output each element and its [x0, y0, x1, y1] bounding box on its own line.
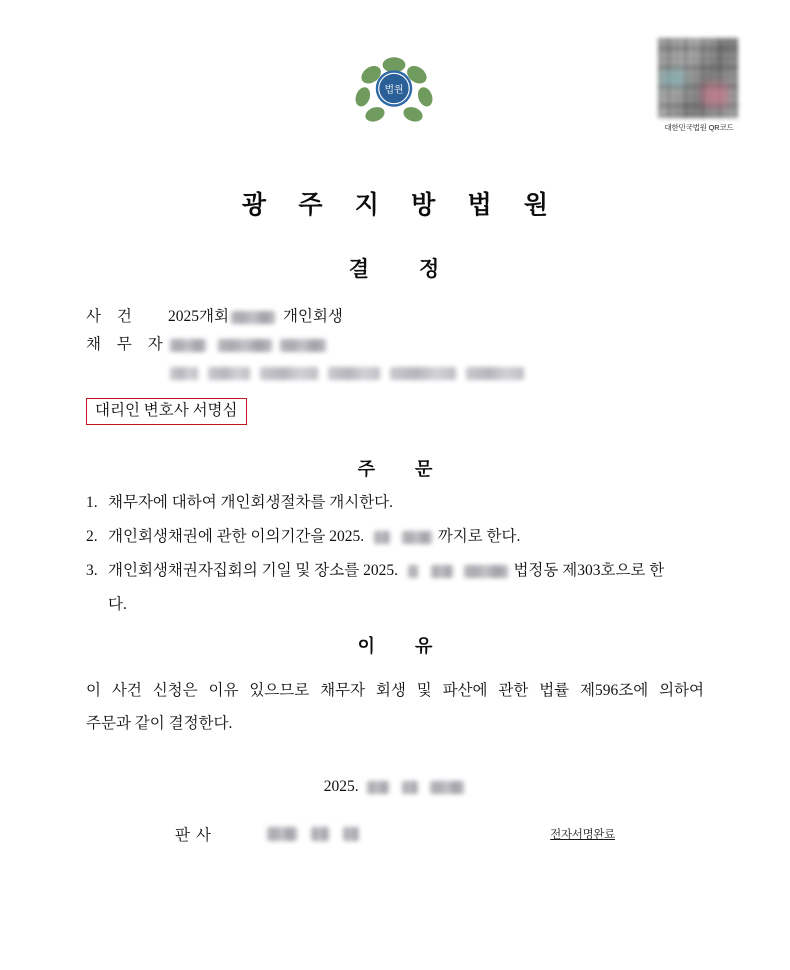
debtor-label: 채 무 자	[86, 336, 169, 353]
order-heading-right: 문	[415, 459, 433, 479]
electronic-signature-stamp: 전자서명완료	[550, 829, 615, 841]
debtor-address-value	[168, 367, 526, 380]
reason-w5: 있으므로	[249, 682, 310, 699]
redacted-address-2	[208, 367, 250, 380]
order-item-2-number: 2.	[86, 528, 98, 545]
doc-title-left: 결	[348, 257, 371, 281]
redacted-debtor-info-2	[280, 339, 326, 352]
order-item-3-number: 3.	[86, 562, 98, 579]
redacted-month-2	[374, 531, 390, 544]
judge-name-value	[265, 827, 361, 841]
qr-code-image	[658, 38, 738, 118]
redacted-address-5	[390, 367, 456, 380]
redacted-date-day-1	[402, 781, 418, 794]
reason-line-1	[86, 674, 704, 707]
decision-date-year: 2025.	[323, 778, 359, 795]
redacted-time-3	[464, 565, 508, 578]
qr-code-caption: 대한민국법원 QR코드	[664, 123, 734, 132]
reason-w6: 채무자	[320, 682, 366, 699]
order-item-2-after: 까지로 한다.	[437, 528, 521, 545]
redacted-address-1	[170, 367, 198, 380]
case-type: 개인회생	[282, 308, 343, 325]
redacted-address-3	[260, 367, 318, 380]
reason-w3: 신청은	[152, 682, 198, 699]
redacted-judge-name-3	[343, 827, 359, 841]
redacted-date-day-2	[430, 781, 464, 794]
reason-w2: 사건	[111, 682, 142, 699]
order-item-1-text: 채무자에 대하여 개인회생절차를 개시한다.	[108, 494, 394, 511]
case-metadata	[86, 303, 706, 387]
redacted-case-number	[231, 311, 275, 324]
judge-label: 판사	[175, 827, 217, 844]
redacted-day-3	[431, 565, 453, 578]
case-number-label: 사 건	[86, 308, 138, 325]
doc-title-right: 정	[419, 257, 442, 281]
debtor-value	[168, 339, 328, 352]
reason-w9: 파산에	[442, 682, 488, 699]
reason-body	[86, 674, 704, 740]
reason-w4: 이유	[208, 682, 239, 699]
reason-section-title	[0, 632, 790, 658]
qr-code-block	[658, 38, 740, 133]
reason-w10: 관한	[498, 682, 529, 699]
reason-w7: 회생	[375, 682, 406, 699]
order-item-3	[86, 555, 704, 586]
redacted-judge-name-2	[311, 827, 329, 841]
reason-w1: 이	[86, 682, 101, 699]
redacted-month-3	[408, 565, 418, 578]
order-item-2-text	[108, 521, 704, 552]
debtor-row	[86, 331, 706, 359]
reason-heading-right: 유	[415, 636, 433, 656]
reason-line-2: 주문과 같이 결정한다.	[86, 715, 233, 732]
judge-signature-row	[0, 823, 790, 845]
redacted-day-2	[402, 531, 432, 544]
redacted-address-6	[466, 367, 524, 380]
reason-w12: 제596조에	[580, 682, 649, 699]
emblem-label: 법원	[384, 84, 404, 96]
order-item-3-after: 법정동 제303호으로 한	[513, 562, 665, 579]
reason-w8: 및	[416, 682, 432, 699]
order-item-3-before: 개인회생채권자집회의 기일 및 장소를 2025.	[108, 562, 398, 579]
court-name-title: 광 주 지 방 법 원	[241, 192, 562, 219]
reason-heading-left: 이	[357, 636, 375, 656]
order-list	[86, 487, 704, 620]
redacted-date-month	[367, 781, 389, 794]
redacted-debtor-info-1	[218, 339, 272, 352]
case-number-prefix: 2025개회	[168, 308, 229, 325]
order-item-2-before: 개인회생채권에 관한 이의기간을 2025.	[108, 528, 365, 545]
court-emblem	[350, 55, 438, 125]
order-item-2	[86, 521, 704, 552]
agent-row	[0, 392, 790, 425]
redacted-debtor-name	[170, 339, 206, 352]
case-number-value	[168, 303, 343, 331]
case-number-row	[86, 303, 706, 331]
debtor-address-row	[86, 359, 706, 387]
order-item-3-continuation: 다.	[108, 596, 127, 613]
reason-w13: 의하여	[659, 682, 704, 699]
redacted-judge-name-1	[267, 827, 297, 841]
order-item-3-text	[108, 555, 704, 586]
order-section-title	[0, 455, 790, 481]
order-item-1-number: 1.	[86, 494, 98, 511]
reason-w11: 법률	[539, 682, 570, 699]
order-heading-left: 주	[357, 459, 375, 479]
agent-attorney-box: 대리인 변호사 서명심	[86, 398, 247, 425]
order-item-1	[86, 487, 704, 518]
decision-date	[0, 778, 790, 796]
document-type-title	[0, 253, 790, 283]
redacted-address-4	[328, 367, 380, 380]
